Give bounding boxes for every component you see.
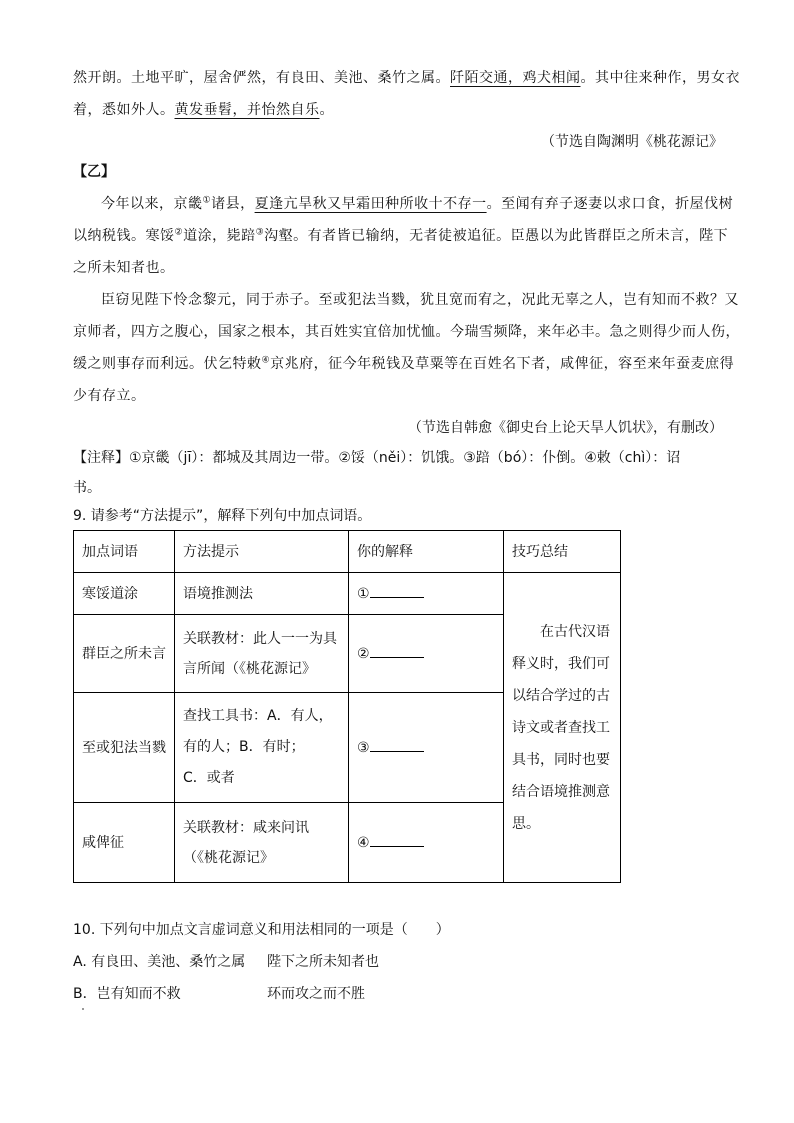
answer-blank[interactable]	[370, 583, 424, 598]
yi-label: 【乙】	[73, 164, 115, 180]
q10-prompt: 10. 下列句中加点文言虚词意义和用法相同的一项是（ ）	[73, 922, 450, 938]
yi-source: （节选自韩愈《御史台上论天旱人饥状》，有删改）	[408, 420, 723, 436]
table-header-cell: 加点词语	[74, 531, 175, 573]
yi-p1-line-1: 今年以来，京畿①诸县，夏逢亢旱秋又早霜田种所收十不存一。至闻有弃子逐妻以求口食，折屋伐树	[101, 195, 734, 212]
jia-line-2: 着，悉如外人。黄发垂髫，并怡然自乐。	[73, 102, 334, 118]
table-header-cell: 技巧总结	[504, 531, 621, 573]
hint-cell: 查找工具书：A．有人， 有的人；B．有时； C．或者	[175, 693, 349, 803]
underlined-sentence: 夏逢亢旱秋又早霜田种所收十不存一	[254, 196, 487, 212]
q10-option-a[interactable]: A. 有良田、美池、桑竹之属 陛下之所未知者也	[73, 954, 379, 970]
underlined-sentence: 阡陌交通，鸡犬相闻	[450, 70, 581, 86]
answer-blank[interactable]	[370, 643, 424, 658]
answer-cell[interactable]: ①	[349, 573, 504, 615]
yi-p1-line-2: 以纳税钱。寒馁②道涂，毙踣③沟壑。有者皆已输纳，无者徒被追征。臣愚以为此皆群臣之所未言，陛下	[73, 227, 729, 244]
hint-cell: 关联教材：此人一一为具 言所闻（《桃花源记》	[175, 615, 349, 693]
table-header-row	[74, 531, 621, 573]
notes-line-2: 书。	[73, 480, 101, 496]
notes-line-1: 【注释】①京畿（jī）：都城及其周边一带。②馁（něi）：饥饿。③踣（bó）：仆倒。④敕（chì）：诏	[73, 450, 681, 466]
q9-prompt: 9. 请参考“方法提示”，解释下列句中加点词语。	[73, 508, 372, 524]
yi-p2-line-4: 少有存立。	[73, 388, 146, 404]
hint-cell: 关联教材：咸来问讯 （《桃花源记》	[175, 803, 349, 883]
underlined-sentence: 黄发垂髫，并怡然自乐	[174, 102, 320, 118]
answer-cell[interactable]: ③	[349, 693, 504, 803]
jia-source: （节选自陶渊明《桃花源记》	[541, 134, 723, 150]
yi-p2-line-3: 缓之则事存而利远。伏乞特敕④京兆府，征今年税钱及草粟等在百姓名下者，咸俾征，容至来年蚕麦庶得	[73, 355, 735, 372]
tip-cell: 在古代汉语 释义时，我们可 以结合学过的古 诗文或者查找工 具书，同时也要 结合语境推测意 思。	[504, 573, 621, 883]
answer-cell[interactable]: ④	[349, 803, 504, 883]
answer-blank[interactable]	[370, 832, 424, 847]
table-header-cell: 方法提示	[175, 531, 349, 573]
jia-line-1: 然开朗。土地平旷，屋舍俨然，有良田、美池、桑竹之属。阡陌交通，鸡犬相闻。其中往来种作，男女衣	[73, 70, 740, 86]
table-header-cell: 你的解释	[349, 531, 504, 573]
stray-dot	[82, 1008, 84, 1010]
hint-cell: 语境推测法	[175, 573, 349, 615]
word-cell: 群臣之所未言	[74, 615, 175, 693]
word-cell: 寒馁道涂	[74, 573, 175, 615]
table-row	[74, 573, 621, 615]
q10-option-b[interactable]: B．岂有知而不救 环而攻之而不胜	[73, 986, 365, 1002]
word-cell: 咸俾征	[74, 803, 175, 883]
answer-blank[interactable]	[370, 737, 424, 752]
yi-p2-line-2: 京师者，四方之腹心，国家之根本，其百姓实宜倍加忧恤。今瑞雪频降，来年必丰。急之则得少而人伤，	[73, 324, 740, 340]
yi-p2-line-1: 臣窃见陛下怜念黎元，同于赤子。至或犯法当戮，犹且宽而宥之，况此无辜之人，岂有知而不救？又	[101, 292, 739, 308]
answer-cell[interactable]: ②	[349, 615, 504, 693]
word-cell: 至或犯法当戮	[74, 693, 175, 803]
q9-table	[73, 530, 621, 883]
yi-p1-line-3: 之所未知者也。	[73, 260, 175, 276]
